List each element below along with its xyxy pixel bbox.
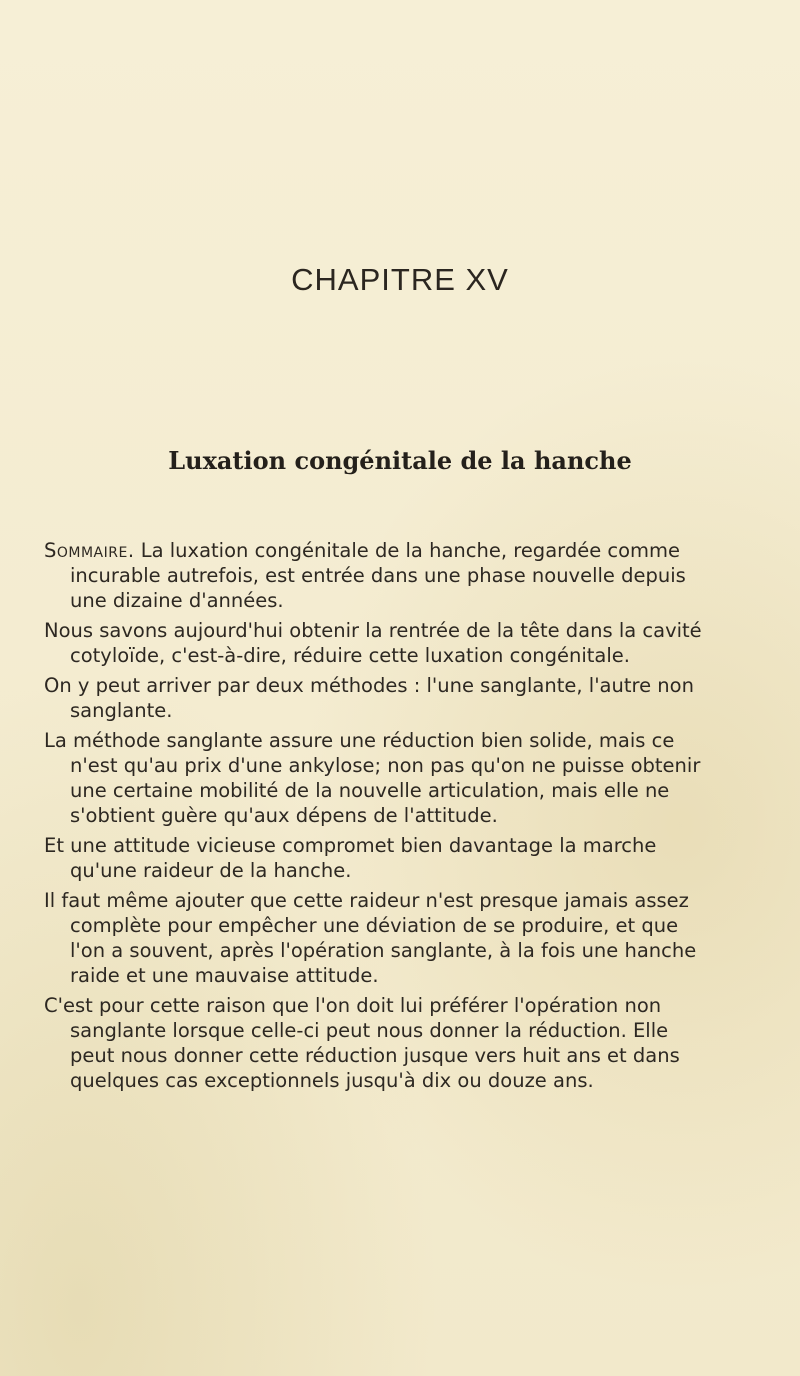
- summary-block: [44, 538, 714, 1098]
- chapter-title: CHAPITRE XV: [291, 262, 509, 297]
- section-title: Luxation congénitale de la hanche: [168, 446, 632, 475]
- summary-paragraph-4: La méthode sanglante assure une réduction bien solide, mais ce n'est qu'au prix d'une ankylose; non pas qu'on ne puisse obtenir une certaine mobilité de la nouvelle articulation, mais elle ne s'obtient guère qu'aux dépens de l'attitude.: [44, 729, 701, 827]
- summary-paragraph-7: C'est pour cette raison que l'on doit lui préférer l'opération non sanglante lorsque celle-ci peut nous donner la réduction. Elle peut nous donner cette réduction jusque vers huit ans et dans quelques cas exceptionnels jusqu'à dix ou douze ans.: [44, 994, 680, 1092]
- summary-text-1: La luxation congénitale de la hanche, regardée comme incurable autrefois, est entrée dans une phase nouvelle depuis une dizaine d'années.: [70, 539, 686, 612]
- summary-paragraph-2: Nous savons aujourd'hui obtenir la rentrée de la tête dans la cavité cotyloïde, c'est-à-dire, réduire cette luxation congénitale.: [44, 619, 702, 667]
- summary-paragraph-6: Il faut même ajouter que cette raideur n'est presque jamais assez complète pour empêcher une déviation de se produire, et que l'on a souvent, après l'opération sanglante, à la fois une hanche raide et une mauvaise attitude.: [44, 889, 697, 987]
- summary-paragraph-1: [44, 538, 714, 613]
- summary-lead: Sommaire.: [44, 539, 135, 562]
- summary-paragraph-3: On y peut arriver par deux méthodes : l'une sanglante, l'autre non sanglante.: [44, 674, 694, 722]
- summary-paragraph-5: Et une attitude vicieuse compromet bien davantage la marche qu'une raideur de la hanche.: [44, 834, 657, 882]
